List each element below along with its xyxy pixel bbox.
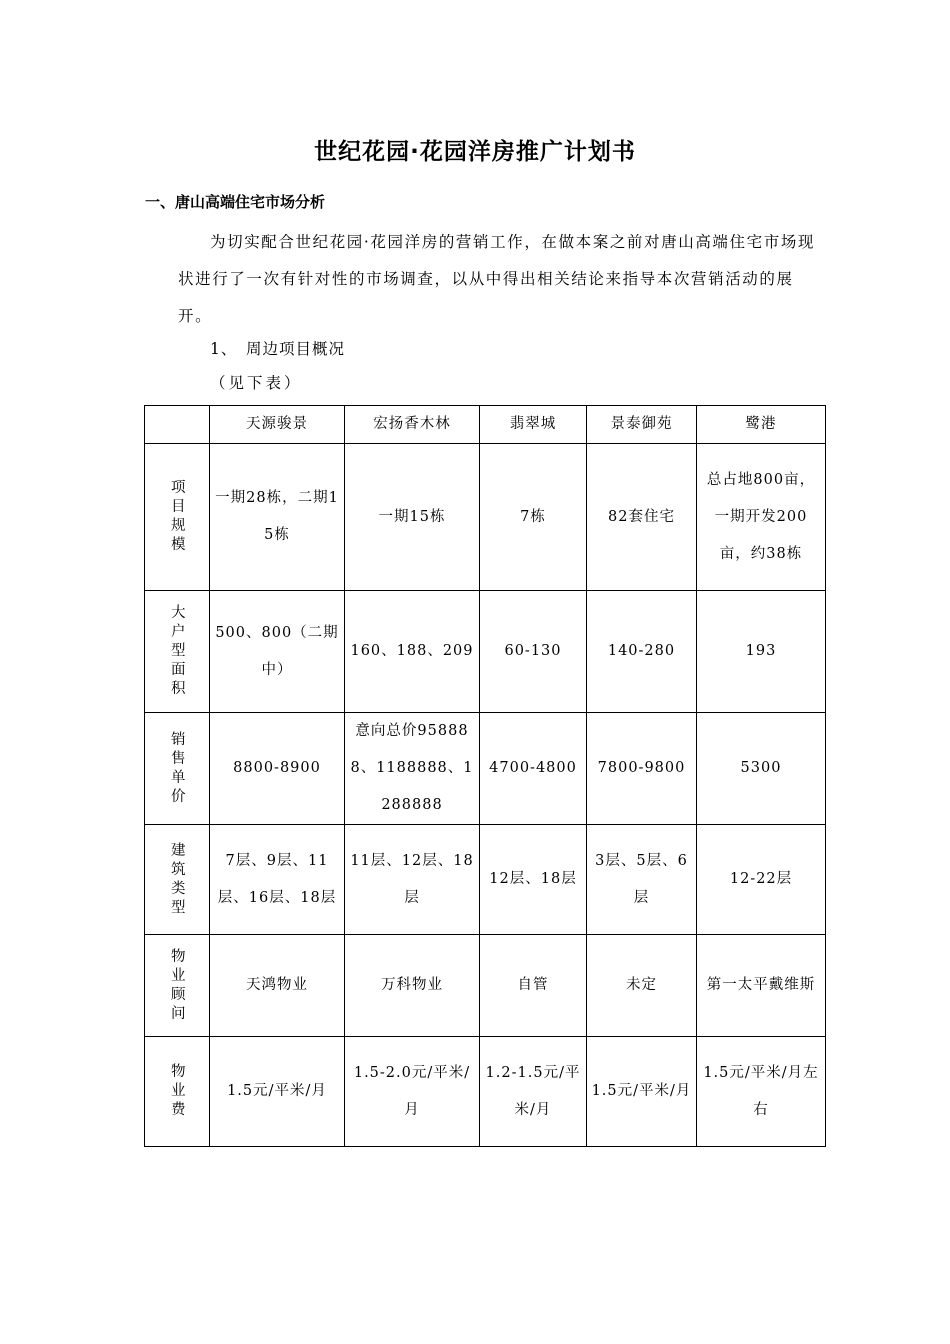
- table-note: （见下表）: [210, 374, 303, 392]
- table-cell: 500、800（二期中）: [210, 591, 345, 713]
- table-header-row: [145, 406, 826, 444]
- table-cell: 5300: [697, 713, 826, 825]
- table-cell: 1.5元/平米/月: [587, 1037, 697, 1147]
- table-cell: 7栋: [480, 444, 587, 591]
- table-cell: 天鸿物业: [210, 935, 345, 1037]
- sub-item-number: 1、: [210, 340, 238, 358]
- table-cell: 8800-8900: [210, 713, 345, 825]
- table-cell: 193: [697, 591, 826, 713]
- table-cell: 一期28栋，二期15栋: [210, 444, 345, 591]
- table-cell: 1.5-2.0元/平米/月: [345, 1037, 480, 1147]
- row-label: 大户型面积: [145, 591, 210, 713]
- table-row: [145, 825, 826, 935]
- table-cell: 11层、12层、18层: [345, 825, 480, 935]
- row-label: 项目规模: [145, 444, 210, 591]
- row-label: 销售单价: [145, 713, 210, 825]
- row-label: 物业顾问: [145, 935, 210, 1037]
- table-cell: 82套住宅: [587, 444, 697, 591]
- table-cell: 1.5元/平米/月左右: [697, 1037, 826, 1147]
- project-comparison-table: [144, 405, 826, 1147]
- table-header-cell: 翡翠城: [480, 406, 587, 444]
- table-cell: 1.2-1.5元/平米/月: [480, 1037, 587, 1147]
- table-header-cell: 鹭港: [697, 406, 826, 444]
- table-cell: 7800-9800: [587, 713, 697, 825]
- table-row: [145, 1037, 826, 1147]
- table-cell: 12层、18层: [480, 825, 587, 935]
- table-cell: 7层、9层、11层、16层、18层: [210, 825, 345, 935]
- table-cell: 1.5元/平米/月: [210, 1037, 345, 1147]
- table-row: [145, 591, 826, 713]
- intro-paragraph: 为切实配合世纪花园·花园洋房的营销工作，在做本案之前对唐山高端住宅市场现状进行了一次有针对性的市场调查，以从中得出相关结论来指导本次营销活动的展开。: [178, 233, 816, 325]
- sub-item-label: 周边项目概况: [246, 340, 346, 358]
- table-cell: 第一太平戴维斯: [697, 935, 826, 1037]
- table-cell: 60-130: [480, 591, 587, 713]
- row-label: 建筑类型: [145, 825, 210, 935]
- table-row: [145, 444, 826, 591]
- table-cell: 未定: [587, 935, 697, 1037]
- sub-item: [210, 337, 345, 359]
- table-row: [145, 935, 826, 1037]
- table-cell: 一期15栋: [345, 444, 480, 591]
- table-header-cell: [145, 406, 210, 444]
- table-cell: 万科物业: [345, 935, 480, 1037]
- table-cell: 总占地800亩，一期开发200亩，约38栋: [697, 444, 826, 591]
- row-label: 物业费: [145, 1037, 210, 1147]
- table-header-cell: 天源骏景: [210, 406, 345, 444]
- table-cell: 140-280: [587, 591, 697, 713]
- table-cell: 意向总价958888、1188888、1288888: [345, 713, 480, 825]
- table-row: [145, 713, 826, 825]
- table-cell: 4700-4800: [480, 713, 587, 825]
- table-cell: 3层、5层、6层: [587, 825, 697, 935]
- document-title: 世纪花园·花园洋房推广计划书: [314, 139, 636, 165]
- table-header-cell: 景泰御苑: [587, 406, 697, 444]
- table-cell: 160、188、209: [345, 591, 480, 713]
- table-header-cell: 宏扬香木林: [345, 406, 480, 444]
- table-cell: 自管: [480, 935, 587, 1037]
- section-heading: 一、唐山高端住宅市场分析: [145, 193, 326, 211]
- table-cell: 12-22层: [697, 825, 826, 935]
